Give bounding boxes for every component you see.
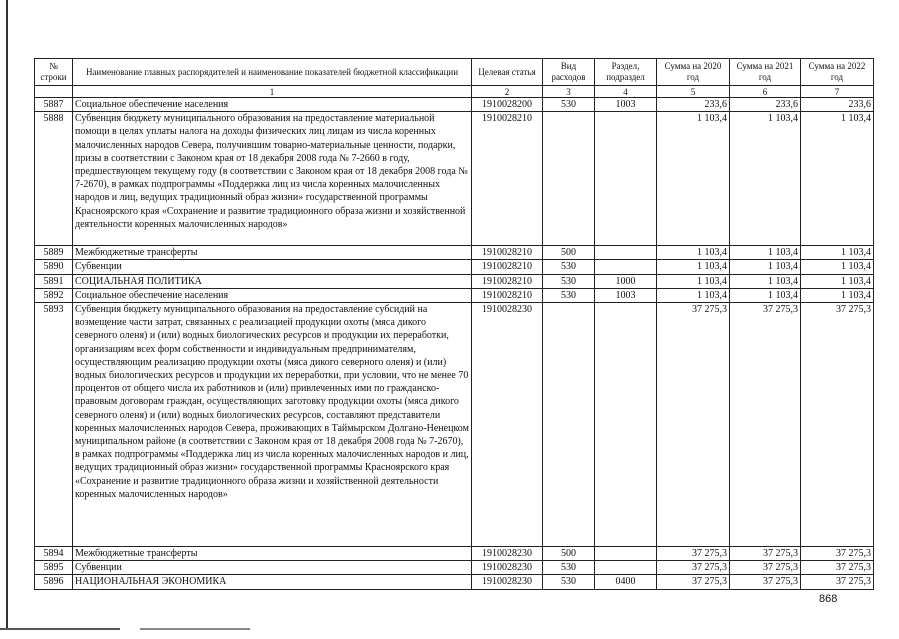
budget-table: [34, 58, 874, 590]
row-name: Субвенции: [73, 561, 472, 575]
column-number: 3: [543, 86, 595, 98]
row-kind: 530: [543, 561, 595, 575]
row-sum-2021: 1 103,4: [730, 274, 801, 288]
column-number: 5: [657, 86, 730, 98]
row-sum-2022: 1 103,4: [801, 112, 874, 246]
table-row: [35, 246, 874, 260]
row-number: 5890: [35, 260, 73, 274]
row-number: 5896: [35, 575, 73, 589]
row-number: 5893: [35, 303, 73, 547]
row-kind: [543, 303, 595, 547]
row-kind: 530: [543, 274, 595, 288]
row-name: НАЦИОНАЛЬНАЯ ЭКОНОМИКА: [73, 575, 472, 589]
table-row: [35, 303, 874, 547]
row-section: 1003: [595, 288, 657, 302]
column-number: [35, 86, 73, 98]
row-sum-2020: 37 275,3: [657, 575, 730, 589]
row-target: 1910028210: [472, 288, 543, 302]
row-sum-2020: 1 103,4: [657, 274, 730, 288]
row-sum-2022: 37 275,3: [801, 547, 874, 561]
row-section: 1000: [595, 274, 657, 288]
row-number: 5895: [35, 561, 73, 575]
row-sum-2020: 37 275,3: [657, 547, 730, 561]
row-sum-2020: 1 103,4: [657, 246, 730, 260]
table-row: [35, 98, 874, 112]
header-name: Наименование главных распорядителей и наименование показателей бюджетной классификации: [73, 59, 472, 86]
row-sum-2022: 37 275,3: [801, 561, 874, 575]
header-sum-2022: Сумма на 2022 год: [801, 59, 874, 86]
column-number: 7: [801, 86, 874, 98]
column-number: 4: [595, 86, 657, 98]
row-kind: 530: [543, 98, 595, 112]
row-number: 5887: [35, 98, 73, 112]
row-kind: 500: [543, 246, 595, 260]
row-name: СОЦИАЛЬНАЯ ПОЛИТИКА: [73, 274, 472, 288]
row-sum-2022: 1 103,4: [801, 288, 874, 302]
row-sum-2021: 37 275,3: [730, 303, 801, 547]
row-sum-2020: 1 103,4: [657, 112, 730, 246]
table-row: [35, 288, 874, 302]
row-sum-2020: 1 103,4: [657, 288, 730, 302]
row-sum-2021: 37 275,3: [730, 561, 801, 575]
table-row: [35, 547, 874, 561]
header-section: Раздел, подраздел: [595, 59, 657, 86]
row-section: [595, 303, 657, 547]
row-name: Межбюджетные трансферты: [73, 246, 472, 260]
row-target: 1910028230: [472, 575, 543, 589]
page-number: 868: [819, 593, 838, 605]
row-target: 1910028210: [472, 274, 543, 288]
row-sum-2022: 37 275,3: [801, 303, 874, 547]
row-sum-2022: 1 103,4: [801, 246, 874, 260]
row-number: 5894: [35, 547, 73, 561]
row-sum-2021: 37 275,3: [730, 575, 801, 589]
header-target-article: Целевая статья: [472, 59, 543, 86]
row-sum-2022: 233,6: [801, 98, 874, 112]
header-sum-2021: Сумма на 2021 год: [730, 59, 801, 86]
row-section: [595, 260, 657, 274]
row-target: 1910028210: [472, 112, 543, 246]
row-target: 1910028230: [472, 547, 543, 561]
row-target: 1910028230: [472, 303, 543, 547]
bottom-rule: [140, 628, 250, 630]
table-row: [35, 112, 874, 246]
header-row-number: № строки: [35, 59, 73, 86]
row-sum-2020: 37 275,3: [657, 561, 730, 575]
header-expense-kind: Вид расходов: [543, 59, 595, 86]
row-sum-2021: 1 103,4: [730, 260, 801, 274]
row-name: Субвенция бюджету муниципального образования на предоставление субсидий на возмещение части затрат, связанных с реализацией продукции охоты (мяса дикого северного оленя) и (или) водных биологических ресурсов и продукции их переработки, организациям всех форм собственности и индивидуальным предпринимателям, осуществляющим реализацию продукции охоты (мяса дикого северного оленя) и (или) водных биологических ресурсов и продукции их переработки, при условии, что не менее 70 процентов от общего числа их работников и (или) привлеченных ими по гражданско-правовым договорам граждан, осуществляющих заготовку продукции охоты (мяса дикого северного оленя) и (или) водных биологических ресурсов, составляют представители коренных малочисленных народов Севера, проживающих в Таймырском Долгано-Ненецком муниципальном районе (в соответствии с Законом края от 18 декабря 2008 года № 7-2670), в рамках подпрограммы «Поддержка лиц из числа коренных малочисленных народов и лиц, ведущих традиционный образ жизни» государственной программы Красноярского края «Сохранение и развитие традиционного образа жизни и хозяйственной деятельности коренных малочисленных народов»: [73, 303, 472, 547]
column-number: 1: [73, 86, 472, 98]
row-sum-2020: 233,6: [657, 98, 730, 112]
row-sum-2022: 37 275,3: [801, 575, 874, 589]
row-sum-2021: 1 103,4: [730, 288, 801, 302]
row-name: Межбюджетные трансферты: [73, 547, 472, 561]
bottom-rule: [0, 628, 120, 630]
table-row: [35, 274, 874, 288]
left-margin-rule: [6, 0, 8, 628]
row-sum-2021: 233,6: [730, 98, 801, 112]
header-sum-2020: Сумма на 2020 год: [657, 59, 730, 86]
row-number: 5889: [35, 246, 73, 260]
row-sum-2021: 1 103,4: [730, 112, 801, 246]
row-sum-2021: 1 103,4: [730, 246, 801, 260]
row-kind: 530: [543, 288, 595, 302]
row-target: 1910028200: [472, 98, 543, 112]
row-sum-2022: 1 103,4: [801, 274, 874, 288]
row-section: [595, 547, 657, 561]
row-name: Социальное обеспечение населения: [73, 98, 472, 112]
row-sum-2021: 37 275,3: [730, 547, 801, 561]
row-kind: 500: [543, 547, 595, 561]
row-section: 1003: [595, 98, 657, 112]
row-number: 5888: [35, 112, 73, 246]
row-section: [595, 112, 657, 246]
row-name: Субвенция бюджету муниципального образования на предоставление материальной помощи в целях уплаты налога на доходы физических лиц лицам из числа коренных малочисленных народов Севера, получившим товарно-материальные ценности, подарки, призы в соответствии с Законом края от 18 декабря 2008 года № 7-2660 в году, предшествующем текущему году (в соответствии с Законом края от 18 декабря 2008 года № 7-2670), в рамках подпрограммы «Поддержка лиц из числа коренных малочисленных народов и лиц, ведущих традиционный образ жизни» государственной программы Красноярского края «Сохранение и развитие традиционного образа жизни и хозяйственной деятельности коренных малочисленных народов»: [73, 112, 472, 246]
row-number: 5892: [35, 288, 73, 302]
row-sum-2022: 1 103,4: [801, 260, 874, 274]
row-name: Субвенции: [73, 260, 472, 274]
column-number: 6: [730, 86, 801, 98]
column-number: 2: [472, 86, 543, 98]
row-kind: [543, 112, 595, 246]
table-row: [35, 561, 874, 575]
row-number: 5891: [35, 274, 73, 288]
row-name: Социальное обеспечение населения: [73, 288, 472, 302]
row-sum-2020: 37 275,3: [657, 303, 730, 547]
row-section: 0400: [595, 575, 657, 589]
row-sum-2020: 1 103,4: [657, 260, 730, 274]
row-kind: 530: [543, 260, 595, 274]
row-kind: 530: [543, 575, 595, 589]
row-target: 1910028210: [472, 260, 543, 274]
row-target: 1910028210: [472, 246, 543, 260]
column-number-row: [35, 86, 874, 98]
row-section: [595, 561, 657, 575]
table-header-row: [35, 59, 874, 86]
table-row: [35, 260, 874, 274]
row-section: [595, 246, 657, 260]
table-row: [35, 575, 874, 589]
row-target: 1910028230: [472, 561, 543, 575]
